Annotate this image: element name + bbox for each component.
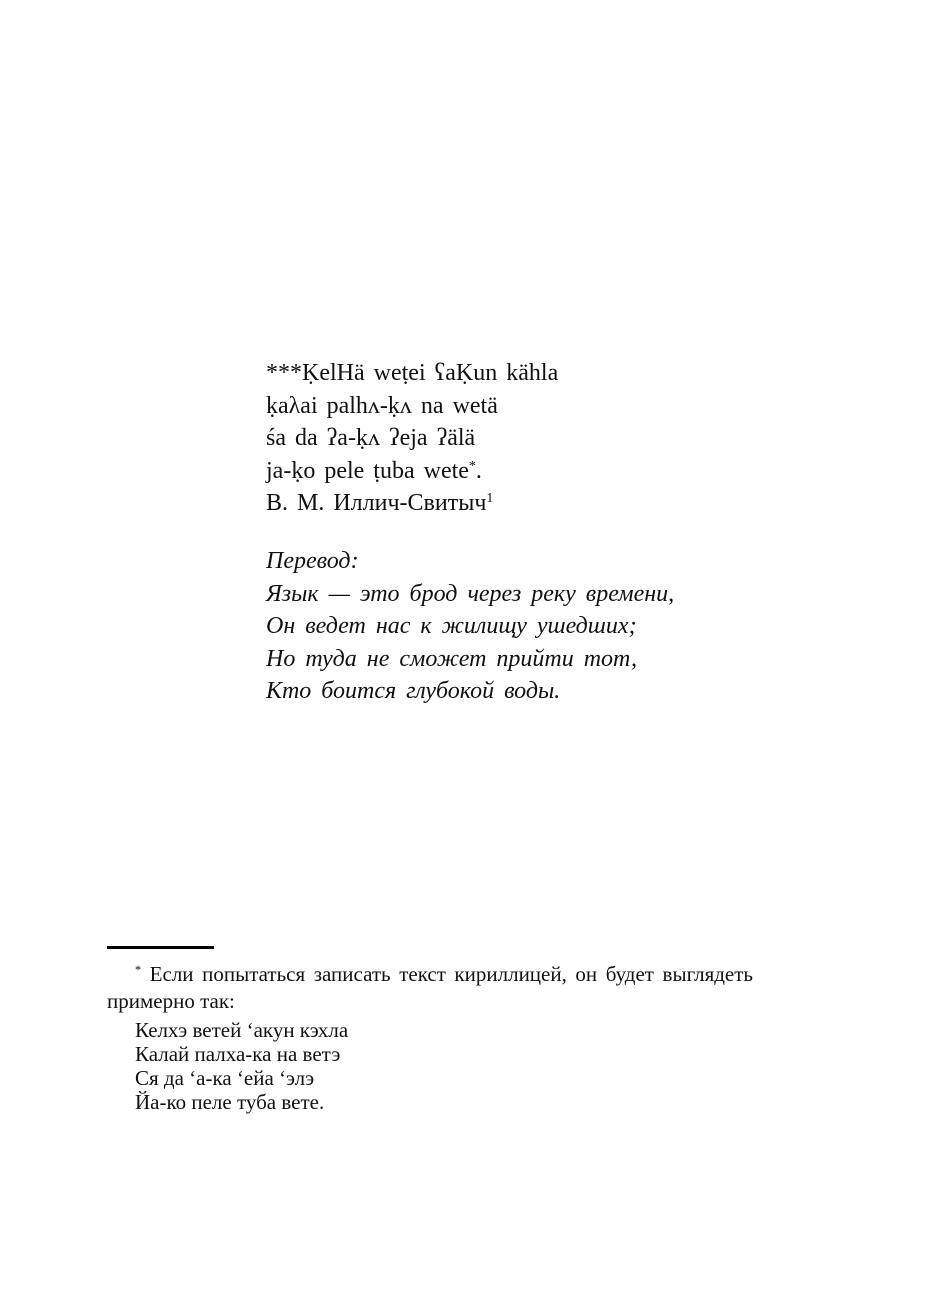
footnote-verse-line-4: Йа-ко пеле туба вете. [135,1090,325,1114]
translation-heading: Перевод: [266,548,359,574]
endnote-reference-1: 1 [486,491,494,507]
poem-line-4-text: ja-ḳo pele ṭuba wete [266,457,469,484]
translation-line-4: Кто боится глубокой воды. [266,678,561,704]
footnote-verse-line-3: Ся да ‘а-ка ‘ейа ‘элэ [135,1066,315,1090]
footnote-text-line-1 [107,961,753,988]
footnote-text-line-2: примерно так: [107,989,235,1013]
poem-line-3: śa da ʔa-ḳʌ ʔeja ʔälä [266,425,476,451]
translation-block [266,545,674,708]
footnote-marker-asterisk: * [135,963,142,978]
translation-line-1: Язык — это брод через реку времени, [266,580,675,607]
footnote-cyrillic-verse [135,1018,753,1114]
poem-attribution-name: В. М. Иллич-Свитыч [266,490,487,516]
footnote-verse-line-2: Калай палха-ка на ветэ [135,1042,341,1066]
poem-line-2: ḳaλai palhʌ-ḳʌ na wetä [266,392,498,419]
poem-attribution [266,487,558,520]
poem-line-4 [266,455,558,488]
footnote-verse-line-1: Келхэ ветей ‘акун кэхла [135,1018,349,1042]
footnote-block [107,946,753,1114]
translation-line-2: Он ведет нас к жилищу ушедших; [266,613,637,639]
poem-line-4-period: . [475,457,482,484]
footnote-line-1-text: Если попытаться записать текст кириллицей, он будет выглядеть [149,962,754,986]
poem-block [266,357,558,520]
poem-line-1: ***ḲelHä weṭei ʕaḲun kähla [266,360,559,386]
translation-line-3: Но туда не сможет прийти тот, [266,645,637,672]
footnote-reference-asterisk: * [468,458,476,474]
footnote-separator-rule [107,946,214,949]
